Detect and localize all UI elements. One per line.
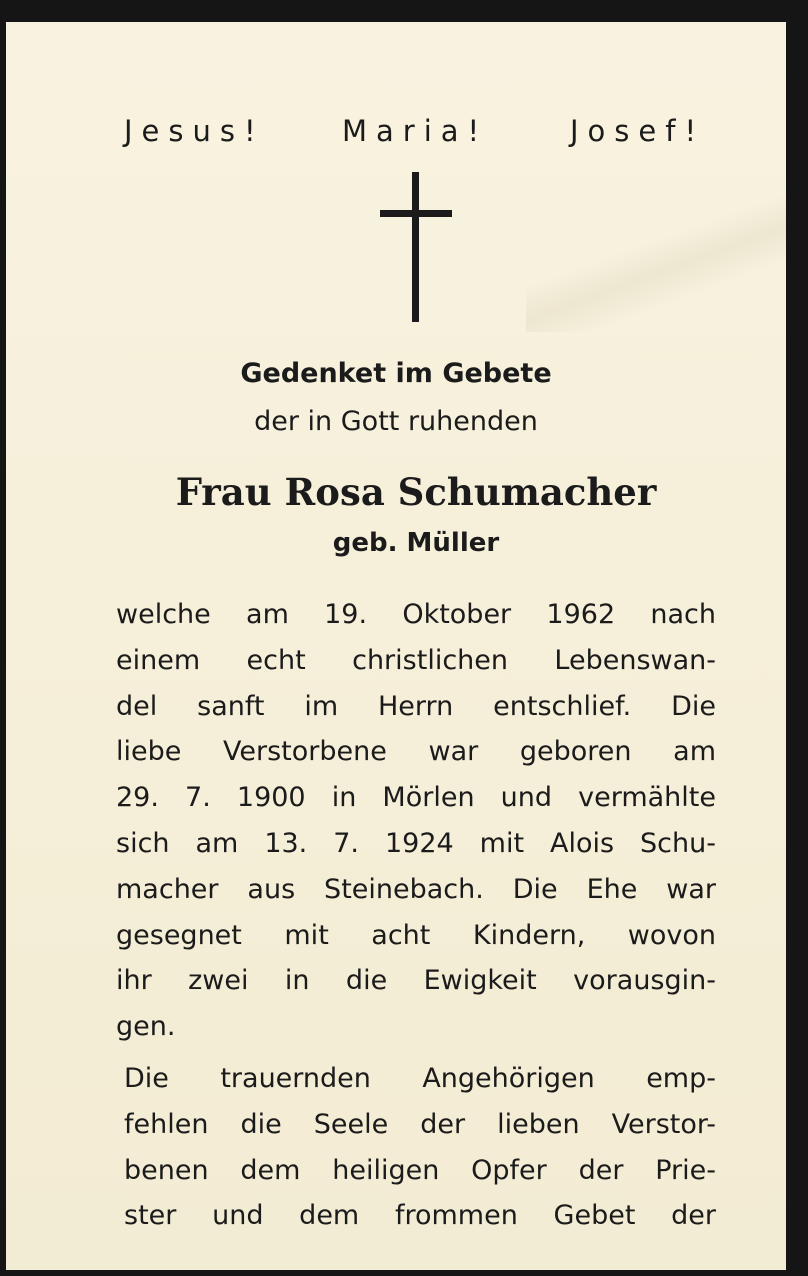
header-word-josef: Josef! xyxy=(570,114,706,148)
text-line: liebe Verstorbene war geboren am xyxy=(116,736,716,768)
header-word-maria: Maria! xyxy=(342,114,489,148)
text-line: fehlen die Seele der lieben Verstor- xyxy=(124,1108,716,1140)
header-word-jesus: Jesus! xyxy=(124,114,265,148)
prayer-request-paragraph xyxy=(124,1056,716,1239)
text-line: Die trauernden Angehörigen emp- xyxy=(124,1063,716,1094)
text-line: benen dem heiligen Opfer der Prie- xyxy=(124,1154,716,1186)
header-invocation xyxy=(6,114,786,154)
text-line: macher aus Steinebach. Die Ehe war xyxy=(116,873,716,905)
paper-crease xyxy=(526,192,786,332)
memorial-card xyxy=(6,22,786,1270)
intro-subheading: der in Gott ruhenden xyxy=(254,406,538,437)
text-line: gen. xyxy=(116,1011,176,1043)
text-line: ihr zwei in die Ewigkeit vorausgin- xyxy=(116,965,716,997)
deceased-birth-name: geb. Müller xyxy=(332,528,500,558)
text-line: welche am 19. Oktober 1962 nach xyxy=(116,599,716,630)
text-line: sich am 13. 7. 1924 mit Alois Schu- xyxy=(116,827,716,859)
text-line: del sanft im Herrn entschlief. Die xyxy=(116,690,716,722)
biography-paragraph xyxy=(116,592,716,1050)
text-line: einem echt christlichen Lebenswan- xyxy=(116,644,716,676)
text-line: ster und dem frommen Gebet der xyxy=(124,1200,716,1232)
deceased-name: Frau Rosa Schumacher xyxy=(175,470,657,514)
cross-icon xyxy=(380,172,452,322)
intro-heading: Gedenket im Gebete xyxy=(240,358,552,389)
text-line: 29. 7. 1900 in Mörlen und vermählte xyxy=(116,782,716,814)
text-line: gesegnet mit acht Kindern, wovon xyxy=(116,919,716,951)
